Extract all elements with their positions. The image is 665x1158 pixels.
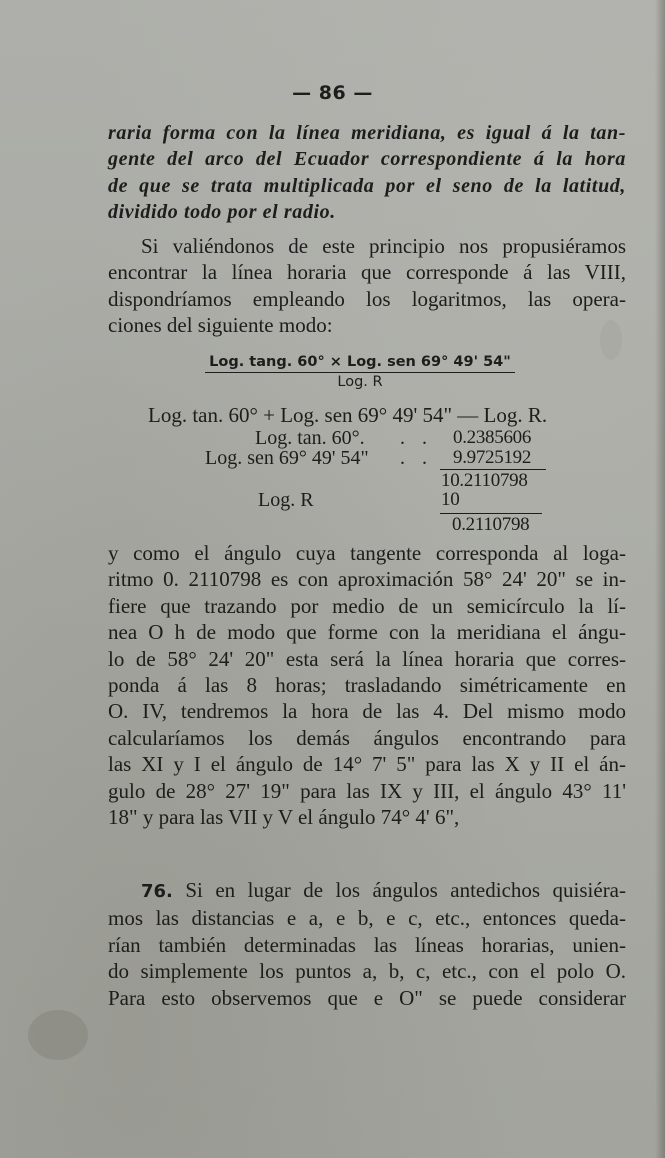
calc-row (0, 489, 665, 513)
text-line: mos las distancias e a, e b, e c, etc., entonces queda- (108, 906, 626, 931)
log-fraction (205, 354, 515, 390)
text-line: 18" y para las VII y V el ángulo 74° 4' 6", (108, 805, 460, 830)
calc-value: 10 (441, 489, 460, 510)
text-line: gulo de 28° 27' 19" para las IX y III, el ángulo 43° 11' (108, 778, 626, 803)
text-line: rían también determinadas las líneas horarias, unien- (108, 932, 626, 957)
text-line: fiere que trazando por medio de un semicírculo la lí- (108, 593, 626, 618)
text-line: calcularíamos los demás ángulos encontrando para (108, 725, 626, 750)
text-line: ciones del siguiente modo: (108, 313, 333, 338)
section-number: 76. (141, 881, 173, 902)
text-line: dispondríamos empleando los logaritmos, las opera- (108, 286, 626, 311)
calc-value: 9.9725192 (453, 447, 532, 468)
page-number: — 86 — (292, 82, 373, 104)
calc-dots: . . (400, 447, 433, 469)
calc-row (0, 514, 665, 538)
text-line: lo de 58° 24' 20" esta será la línea horaria que corres- (108, 646, 626, 671)
text-line: de que se trata multiplicada por el seno de la latitud, (108, 174, 626, 197)
text-line: ponda á las 8 horas; trasladando simétricamente en (108, 673, 626, 698)
log-formula: Log. tan. 60° + Log. sen 69° 49' 54" — Log. R. (148, 403, 548, 427)
paragraph-italic (108, 120, 626, 226)
text-line: Para esto observemos que e O" se puede considerar (108, 985, 626, 1010)
text-line: raria forma con la línea meridiana, es igual á la tan- (108, 122, 626, 144)
calc-dots: . . (400, 427, 433, 449)
text-line: y como el ángulo cuya tangente corresponda al loga- (108, 541, 626, 565)
text-line: encontrar la línea horaria que corresponde á las VIII, (108, 260, 626, 285)
fraction-denominator: Log. R (337, 374, 383, 390)
text-line: O. IV, tendremos la hora de las 4. Del mismo modo (108, 699, 626, 724)
text-line: ritmo 0. 2110798 es con aproximación 58° 24' 20" se in- (108, 567, 626, 592)
text-line: dividido todo por el radio. (108, 201, 336, 224)
paragraph-76 (108, 877, 626, 1011)
paragraph-angles (108, 540, 626, 830)
paragraph-principle (108, 233, 626, 339)
calc-row (0, 447, 665, 471)
text-line-content: Si en lugar de los ángulos antedichos quisiéra- (185, 878, 626, 902)
text-line: las XI y I el ángulo de 14° 7' 5" para las X y II el án- (108, 752, 626, 777)
paper-stain (28, 1010, 88, 1060)
calc-sum: 10.2110798 (441, 470, 528, 491)
text-line: Si valiéndonos de este principio nos propusiéramos (141, 234, 626, 258)
calc-result: 0.2110798 (452, 514, 530, 535)
text-line (108, 877, 626, 905)
calc-label: Log. tan. 60°. (255, 427, 365, 449)
text-line: do simplemente los puntos a, b, c, etc., con el polo O. (108, 959, 626, 984)
text-line: gente del arco del Ecuador correspondiente á la hora (108, 148, 626, 171)
calc-label: Log. sen 69° 49' 54" (205, 447, 369, 469)
text-line: nea O h de modo que forme con la meridiana el ángu- (108, 620, 626, 645)
fraction-numerator: Log. tang. 60° × Log. sen 69° 49' 54" (205, 354, 515, 373)
calc-value: 0.2385606 (453, 427, 532, 448)
calc-label: Log. R (258, 489, 314, 511)
